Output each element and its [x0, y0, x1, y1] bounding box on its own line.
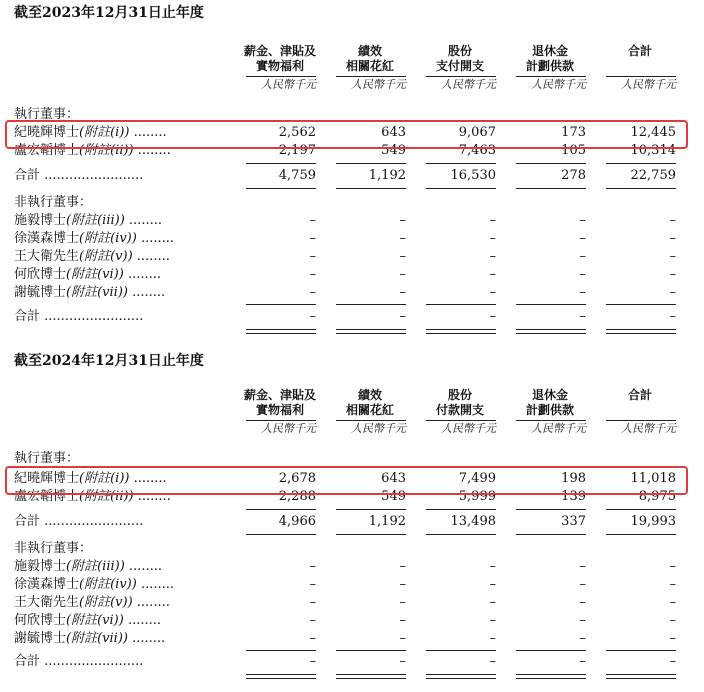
share-value: 13,498 — [450, 514, 496, 529]
exec-heading: 執行董事： — [14, 107, 80, 122]
table-row — [0, 558, 704, 576]
exec-total-row — [0, 513, 704, 531]
section-title: 截至2024年12月31日止年度 — [14, 353, 204, 369]
col-header-bonus: 績效 相關花紅 — [345, 44, 394, 73]
salary-value: 2,678 — [278, 471, 316, 486]
share-value: 7,499 — [458, 471, 496, 486]
subtotal-rule — [516, 509, 586, 510]
share-value: – — [489, 213, 496, 228]
unit-label: 人民幣千元 — [516, 420, 586, 436]
salary-value: 2,562 — [278, 125, 316, 140]
total-label: 合計 ........................ — [14, 654, 144, 669]
col-header-bonus: 績效 相關花紅 — [345, 388, 394, 417]
unit-label: 人民幣千元 — [246, 420, 316, 436]
table-row — [0, 594, 704, 612]
total-value: – — [669, 613, 676, 628]
bonus-value: – — [399, 559, 406, 574]
total-rule — [246, 534, 316, 535]
director-label: 施毅博士(附註(iii)) ........ — [14, 559, 162, 574]
bonus-value: – — [399, 249, 406, 264]
nonexec-total-row — [0, 308, 704, 326]
double-rule — [606, 329, 676, 334]
total-value: – — [669, 213, 676, 228]
bonus-value: – — [399, 595, 406, 610]
bonus-value: – — [399, 213, 406, 228]
pension-value: 198 — [561, 471, 586, 486]
col-header-pension: 退休金 計劃供款 — [525, 388, 574, 417]
pension-value: 278 — [561, 168, 586, 183]
total-value: – — [669, 577, 676, 592]
table-row — [0, 612, 704, 630]
salary-value: – — [309, 309, 316, 324]
subtotal-rule — [606, 509, 676, 510]
total-rule — [336, 188, 406, 189]
bonus-value: – — [399, 309, 406, 324]
bonus-value: – — [399, 613, 406, 628]
col-header-total: 合計 — [627, 388, 652, 402]
total-rule — [426, 534, 496, 535]
double-rule — [426, 674, 496, 679]
bonus-value: 1,192 — [368, 514, 406, 529]
director-label: 紀曉輝博士(附註(i)) ........ — [14, 471, 167, 486]
bonus-value: – — [399, 654, 406, 669]
salary-value: 4,759 — [278, 168, 316, 183]
subtotal-rule — [336, 650, 406, 651]
total-label: 合計 ........................ — [14, 168, 144, 183]
double-rule — [336, 329, 406, 334]
director-label: 謝毓博士(附註(vii)) ........ — [14, 631, 166, 646]
share-value: 16,530 — [450, 168, 496, 183]
total-value: 19,993 — [630, 514, 676, 529]
share-value: 7,463 — [458, 143, 496, 158]
highlight-box — [5, 466, 688, 495]
salary-value: 2,288 — [278, 489, 316, 504]
subtotal-rule — [606, 650, 676, 651]
share-value: – — [489, 613, 496, 628]
bonus-value: 643 — [381, 471, 406, 486]
pension-value: – — [579, 654, 586, 669]
salary-value: – — [309, 595, 316, 610]
total-value: 8,975 — [638, 489, 676, 504]
pension-value: 173 — [561, 125, 586, 140]
director-label: 盧宏韜博士(附註(ii)) ........ — [14, 143, 171, 158]
salary-value: – — [309, 285, 316, 300]
director-label: 施毅博士(附註(iii)) ........ — [14, 213, 162, 228]
unit-label: 人民幣千元 — [606, 420, 676, 436]
subtotal-rule — [606, 304, 676, 305]
bonus-value: – — [399, 285, 406, 300]
salary-value: – — [309, 249, 316, 264]
total-rule — [516, 188, 586, 189]
double-rule — [606, 674, 676, 679]
director-label: 王大衛先生(附註(v)) ........ — [14, 595, 170, 610]
share-value: 9,067 — [458, 125, 496, 140]
pension-value: – — [579, 631, 586, 646]
director-label: 何欣博士(附註(vi)) ........ — [14, 267, 162, 282]
share-value: 5,999 — [458, 489, 496, 504]
pension-value: – — [579, 309, 586, 324]
pension-value: – — [579, 577, 586, 592]
nonexec-heading: 非執行董事： — [14, 195, 93, 210]
pension-value: – — [579, 213, 586, 228]
subtotal-rule — [246, 163, 316, 164]
bonus-value: 643 — [381, 125, 406, 140]
pension-value: – — [579, 559, 586, 574]
pension-value: – — [579, 613, 586, 628]
section-2024 — [0, 350, 704, 692]
table-row — [0, 576, 704, 594]
subtotal-rule — [426, 304, 496, 305]
highlight-box — [5, 120, 688, 149]
share-value: – — [489, 595, 496, 610]
unit-label: 人民幣千元 — [606, 76, 676, 92]
unit-label: 人民幣千元 — [336, 76, 406, 92]
salary-value: – — [309, 267, 316, 282]
salary-value: – — [309, 631, 316, 646]
total-rule — [336, 534, 406, 535]
pension-value: 337 — [561, 514, 586, 529]
total-rule — [606, 534, 676, 535]
bonus-value: – — [399, 267, 406, 282]
director-label: 紀曉輝博士(附註(i)) ........ — [14, 125, 167, 140]
unit-label: 人民幣千元 — [516, 76, 586, 92]
nonexec-total-row — [0, 653, 704, 671]
table-row — [0, 230, 704, 248]
total-rule — [426, 188, 496, 189]
bonus-value: – — [399, 231, 406, 246]
subtotal-rule — [246, 509, 316, 510]
director-label: 盧宏韜博士(附註(ii)) ........ — [14, 489, 171, 504]
section-title: 截至2023年12月31日止年度 — [14, 5, 204, 21]
exec-total-row — [0, 167, 704, 185]
unit-label: 人民幣千元 — [426, 76, 496, 92]
subtotal-rule — [246, 304, 316, 305]
subtotal-rule — [336, 304, 406, 305]
subtotal-rule — [336, 163, 406, 164]
pension-value: – — [579, 249, 586, 264]
total-label: 合計 ........................ — [14, 514, 144, 529]
salary-value: – — [309, 613, 316, 628]
section-2023 — [0, 2, 704, 340]
bonus-value: – — [399, 577, 406, 592]
share-value: – — [489, 559, 496, 574]
double-rule — [516, 674, 586, 679]
table-row — [0, 630, 704, 648]
pension-value: – — [579, 285, 586, 300]
share-value: – — [489, 577, 496, 592]
bonus-value: 549 — [381, 143, 406, 158]
total-label: 合計 ........................ — [14, 309, 144, 324]
total-rule — [246, 188, 316, 189]
subtotal-rule — [426, 163, 496, 164]
subtotal-rule — [426, 650, 496, 651]
salary-value: – — [309, 577, 316, 592]
unit-label: 人民幣千元 — [336, 420, 406, 436]
double-rule — [246, 674, 316, 679]
col-header-pension: 退休金 計劃供款 — [525, 44, 574, 73]
double-rule — [516, 329, 586, 334]
table-row — [0, 248, 704, 266]
bonus-value: – — [399, 631, 406, 646]
salary-value: – — [309, 559, 316, 574]
table-row — [0, 284, 704, 302]
col-header-total: 合計 — [627, 44, 652, 58]
bonus-value: 1,192 — [368, 168, 406, 183]
salary-value: 4,966 — [278, 514, 316, 529]
director-label: 徐漢森博士(附註(iv)) ........ — [14, 577, 175, 592]
bonus-value: 549 — [381, 489, 406, 504]
exec-heading: 執行董事： — [14, 451, 80, 466]
share-value: – — [489, 231, 496, 246]
total-value: – — [669, 249, 676, 264]
unit-label: 人民幣千元 — [426, 420, 496, 436]
double-rule — [246, 329, 316, 334]
salary-value: 2,197 — [278, 143, 316, 158]
unit-label: 人民幣千元 — [246, 76, 316, 92]
total-value: 12,445 — [630, 125, 676, 140]
pension-value: – — [579, 231, 586, 246]
total-value: – — [669, 631, 676, 646]
nonexec-heading-row — [0, 194, 704, 212]
table-row — [0, 266, 704, 284]
total-value: – — [669, 595, 676, 610]
col-header-salary: 薪金、津貼及 實物福利 — [243, 44, 316, 73]
share-value: – — [489, 285, 496, 300]
share-value: – — [489, 309, 496, 324]
total-value: – — [669, 309, 676, 324]
total-rule — [516, 534, 586, 535]
subtotal-rule — [426, 509, 496, 510]
pension-value: – — [579, 267, 586, 282]
subtotal-rule — [516, 304, 586, 305]
salary-value: – — [309, 231, 316, 246]
double-rule — [336, 674, 406, 679]
subtotal-rule — [246, 650, 316, 651]
share-value: – — [489, 267, 496, 282]
table-row — [0, 212, 704, 230]
director-label: 王大衛先生(附註(v)) ........ — [14, 249, 170, 264]
nonexec-heading: 非執行董事： — [14, 541, 93, 556]
total-value: – — [669, 559, 676, 574]
total-rule — [606, 188, 676, 189]
subtotal-rule — [516, 650, 586, 651]
salary-value: – — [309, 213, 316, 228]
pension-value: 105 — [561, 143, 586, 158]
subtotal-rule — [336, 509, 406, 510]
col-header-salary: 薪金、津貼及 實物福利 — [243, 388, 316, 417]
col-header-share: 股份 支付開支 — [435, 44, 484, 73]
total-value: 10,314 — [630, 143, 676, 158]
pension-value: – — [579, 595, 586, 610]
share-value: – — [489, 249, 496, 264]
salary-value: – — [309, 654, 316, 669]
subtotal-rule — [516, 163, 586, 164]
pension-value: 139 — [561, 489, 586, 504]
total-value: 11,018 — [630, 471, 676, 486]
double-rule — [426, 329, 496, 334]
total-value: – — [669, 231, 676, 246]
subtotal-rule — [606, 163, 676, 164]
director-label: 謝毓博士(附註(vii)) ........ — [14, 285, 166, 300]
total-value: – — [669, 285, 676, 300]
director-label: 何欣博士(附註(vi)) ........ — [14, 613, 162, 628]
share-value: – — [489, 654, 496, 669]
nonexec-heading-row — [0, 540, 704, 558]
col-header-share: 股份 付款開支 — [435, 388, 484, 417]
total-value: – — [669, 267, 676, 282]
total-value: – — [669, 654, 676, 669]
share-value: – — [489, 631, 496, 646]
director-label: 徐漢森博士(附註(iv)) ........ — [14, 231, 175, 246]
total-value: 22,759 — [630, 168, 676, 183]
